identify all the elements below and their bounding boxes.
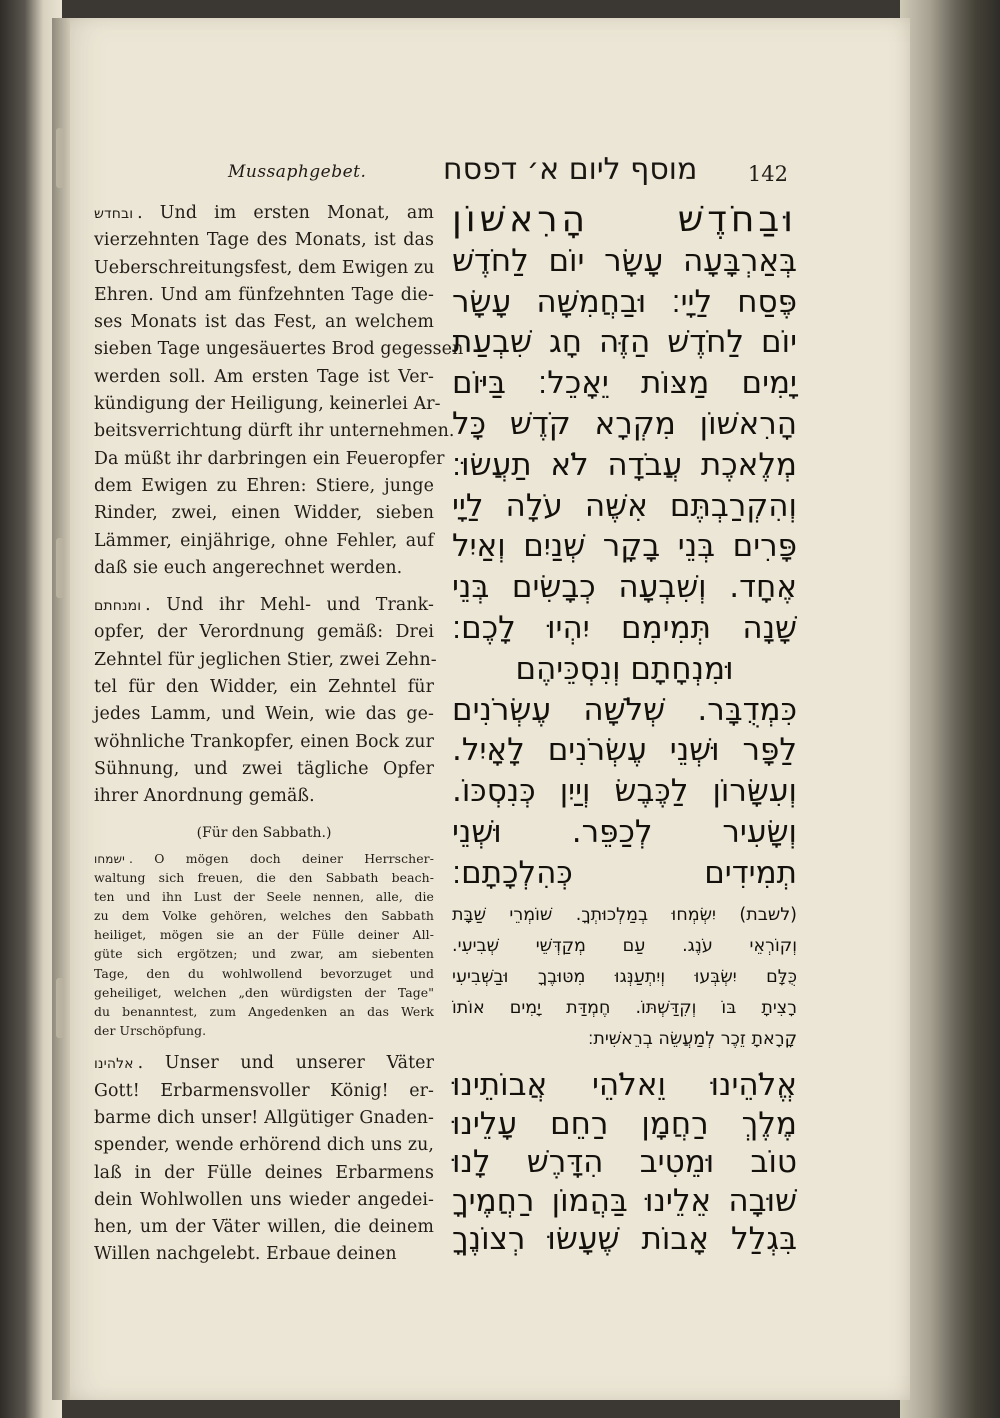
text-line-content: daß sie euch angerechnet werden.	[94, 557, 403, 578]
hebrew-catchword: ומנחתם	[94, 598, 142, 615]
text-line	[94, 1214, 434, 1241]
text-line-content: Da müßt ihr darbringen ein Feueropfer	[94, 448, 445, 469]
text-line	[94, 868, 434, 887]
text-line	[94, 309, 434, 336]
german-column	[94, 200, 464, 1279]
text-line	[94, 446, 445, 473]
text-line-content: . Und ihr Mehl- und Trank-	[145, 595, 434, 616]
text-line	[94, 200, 434, 227]
hebrew-block-sabbath	[452, 900, 797, 1055]
text-line-content: kündigung der Heiligung, keinerlei Ar-	[94, 394, 441, 415]
hebrew-line: אֶחָד. וְשִׁבְעָה כְבָשִׂים בְּנֵי	[452, 569, 797, 606]
text-line	[94, 418, 455, 445]
text-line	[94, 1160, 434, 1187]
text-line-content: dein Wohlwollen uns wieder angedei-	[94, 1189, 434, 1210]
text-line	[94, 227, 434, 254]
text-line	[94, 674, 434, 701]
text-line	[94, 964, 434, 983]
text-line	[94, 255, 434, 282]
text-line-content: beitsverrichtung dürft ihr unternehmen.	[94, 421, 455, 442]
text-line	[94, 849, 434, 868]
text-line-content: . Unser und unserer Väter	[137, 1053, 434, 1074]
german-paragraph-small	[94, 849, 434, 1041]
text-line-content: sieben Tage ungesäuertes Brod gegessen	[94, 339, 464, 360]
hebrew-line: (לשבת) יִשְׂמְחוּ בְמַלְכוּתְךָ. שׁוֹמְרֵי שַׁבָּת	[452, 905, 797, 925]
hebrew-line: פָּרִים בְּנֵי בָקָר שְׁנַיִם וְאַיִל	[452, 528, 797, 565]
text-line	[94, 1105, 434, 1132]
hebrew-catchword: ובחדש	[94, 206, 134, 222]
text-line-content: Gott! Erbarmensvoller König! er-	[94, 1080, 434, 1101]
hebrew-line: אֱלֹהֵינוּ וֵאלֹהֵי אֲבוֹתֵינוּ	[452, 1067, 797, 1103]
text-line	[94, 1187, 434, 1214]
text-line-content: Ueberschreitungsfest, dem Ewigen zu	[94, 257, 435, 278]
text-line	[94, 619, 434, 646]
text-line	[94, 783, 434, 810]
text-line	[94, 647, 437, 674]
text-line	[94, 887, 434, 906]
page-number: 142	[747, 162, 788, 186]
text-line	[94, 473, 434, 500]
text-line-content: Sühnung, und zwei tägliche Opfer	[94, 758, 434, 779]
hebrew-block-elohenu	[452, 1066, 797, 1259]
text-line	[94, 983, 434, 1002]
text-line	[94, 500, 434, 527]
hebrew-line: יוֹם לַחֹדֶשׁ הַזֶּה חָג שִׁבְעַת	[452, 324, 797, 361]
text-line-content: güte sich ergötzen; und zwar, am siebenten	[94, 946, 434, 962]
text-line-content: ihrer Anordnung gemäß.	[94, 786, 315, 807]
hebrew-line: טוֹב וּמֵטִיב הִדָּרֶשׁ לָנוּ	[452, 1144, 797, 1180]
text-line-content: ses Monats ist das Fest, an welchem	[94, 312, 434, 333]
text-line	[94, 528, 434, 555]
german-paragraph	[94, 200, 464, 582]
hebrew-line: כֻּלָּם יִשְׂבְּעוּ וְיִתְעַנְּגוּ מִטּוּבֶךָ וּבַשְּׁבִיעִי	[452, 967, 797, 987]
binding-stitch	[56, 978, 64, 1038]
text-line	[94, 391, 441, 418]
text-line-content: barme dich unser! Allgütiger Gnaden-	[94, 1108, 434, 1128]
hebrew-line: בִּגְלַל אָבוֹת שֶׁעָשׂוּ רְצוֹנֶךָ	[452, 1221, 797, 1257]
text-line	[94, 906, 434, 925]
binding-stitch	[56, 538, 64, 598]
hebrew-line: כִּמְדֻבָּר. שְׁלֹשָׁה עֶשְׂרֹנִים	[452, 691, 797, 728]
hebrew-line: לַפָּר וּשְׁנֵי עֶשְׂרֹנִים לָאָיִל.	[452, 732, 797, 769]
text-line-content: Zehntel für jeglichen Stier, zwei Zehn-	[94, 649, 437, 670]
text-line-content: Tage, den du wohlwollend bevorzuget und	[94, 965, 434, 981]
text-line-content: tel für den Widder, ein Zehntel für	[94, 677, 434, 698]
text-line-content: . Und im ersten Monat, am	[137, 203, 434, 223]
text-line-content: du benanntest, zum Angedenken an das Werk	[94, 1004, 434, 1020]
text-line	[94, 1132, 434, 1159]
text-line	[94, 1021, 434, 1040]
text-line	[94, 756, 434, 783]
text-line-content: geheiliget, welchen „den würdigsten der Tage"	[94, 984, 434, 1000]
text-line-content: waltung sich freuen, die den Sabbath beach-	[94, 869, 434, 885]
text-line	[94, 1050, 434, 1077]
hebrew-line: תְמִידִים כְּהִלְכָתָם׃	[452, 854, 797, 891]
hebrew-line: שׁוּבָה אֵלֵינוּ בַּהֲמוֹן רַחֲמֶיךָ	[452, 1182, 797, 1219]
text-line	[94, 925, 434, 944]
text-line-content: opfer, der Verordnung gemäß: Drei	[94, 622, 434, 643]
text-line	[94, 1078, 434, 1105]
hebrew-block-main	[452, 200, 797, 894]
text-line-content: hen, um der Väter willen, die deinem	[94, 1217, 434, 1238]
running-head-hebrew: מוסף ליום א׳ דפסח	[443, 152, 698, 187]
text-line-content: . O mögen doch deiner Herrscher-	[128, 850, 434, 866]
text-line	[94, 282, 434, 309]
text-line-content: Lämmer, einjährige, ohne Fehler, auf	[94, 530, 434, 551]
hebrew-line: וּמִנְחָתָם וְנִסְכֵּיהֶם	[515, 650, 734, 687]
text-line-content: dem Ewigen zu Ehren: Stiere, junge	[94, 475, 434, 496]
hebrew-line: פֶּסַח לַיָי׃ וּבַחֲמִשָּׁה עָשָׂר	[452, 283, 797, 320]
hebrew-line: וְקוֹרְאֵי עֹנֶג. עַם מְקַדְּשֵׁי שְׁבִיעִי.	[452, 936, 797, 956]
hebrew-line: מֶלֶךְ רַחֲמָן רַחֵם עָלֵינוּ	[452, 1105, 797, 1142]
hebrew-line: וּבַחֹדֶשׁ הָרִאשׁוֹן	[452, 199, 797, 240]
text-line-content: Willen nachgelebt. Erbaue deinen	[94, 1244, 397, 1265]
hebrew-line: וְהִקְרַבְתֶּם אִשֶּׁה עֹלָה לַיָי	[452, 487, 797, 524]
hebrew-line: רָצִיתָ בּוֹ וְקִדַּשְׁתּוֹ. חֶמְדַּת יָמִים אוֹתוֹ	[452, 998, 797, 1018]
text-line-content: Ehren. Und am fünfzehnten Tage die-	[94, 284, 434, 305]
hebrew-line: בְּאַרְבָּעָה עָשָׂר יוֹם לַחֹדֶשׁ	[452, 242, 797, 279]
german-paragraph	[94, 1050, 434, 1268]
text-line	[94, 701, 434, 728]
hebrew-line: וְשָׂעִיר לְכַפֵּר. וּשְׁנֵי	[452, 813, 797, 850]
hebrew-catchword: ישמחו	[94, 851, 125, 866]
hebrew-column	[452, 199, 797, 1257]
hebrew-line: הָרִאשׁוֹן מִקְרָא קֹדֶשׁ כָּל	[452, 405, 797, 442]
text-line	[94, 592, 434, 619]
hebrew-line: מְלֶאכֶת עֲבֹדָה לֹא תַעֲשׂוּ׃	[452, 446, 797, 483]
sabbath-heading: (Für den Sabbath.)	[196, 824, 332, 841]
hebrew-line: קָרָאתָ זֵכֶר לְמַעֲשֵׂה בְרֵאשִׁית׃	[588, 1029, 797, 1049]
hebrew-line: יָמִים מַצּוֹת יֵאָכֵל׃ בַּיּוֹם	[452, 365, 797, 402]
book-cover-right	[900, 0, 1000, 1418]
page-gutter	[52, 18, 70, 1400]
text-line-content: der Urschöpfung.	[94, 1023, 207, 1039]
text-line	[94, 1241, 434, 1268]
text-line-content: werden soll. Am ersten Tage ist Ver-	[94, 366, 434, 387]
text-line-content: laß in der Fülle deines Erbarmens	[94, 1162, 434, 1183]
text-line-content: wöhnliche Trankopfer, einen Bock zur	[94, 731, 434, 752]
text-line	[94, 944, 434, 963]
text-line-content: jedes Lamm, und Wein, wie das ge-	[94, 704, 434, 725]
text-line-content: spender, wende erhörend dich uns zu,	[94, 1135, 435, 1156]
text-line	[94, 1002, 434, 1021]
running-head-german: Mussaphgebet.	[228, 162, 367, 182]
text-line	[94, 336, 464, 363]
running-head	[228, 152, 788, 198]
binding-stitch	[56, 128, 64, 188]
hebrew-line: וְעִשָּׂרוֹן לַכֶּבֶשׂ וְיַיִן כְּנִסְכּוֹ.	[452, 773, 797, 810]
text-line	[94, 364, 434, 391]
text-line-content: Rinder, zwei, einen Widder, sieben	[94, 503, 434, 524]
hebrew-line: שָׁנָה תְּמִימִם יִהְיוּ לָכֶם׃	[452, 609, 797, 646]
text-line	[94, 729, 434, 756]
text-line-content: heiliget, mögen sie an der Fülle deiner All-	[94, 927, 434, 943]
hebrew-catchword: אלהינו	[94, 1056, 134, 1073]
german-paragraph	[94, 592, 437, 810]
text-line-content: vierzehnten Tage des Monats, ist das	[94, 230, 434, 251]
text-line	[94, 555, 434, 582]
text-line-content: ten und ihn Lust der Seele nennen, alle, die	[94, 888, 434, 904]
text-line-content: zu dem Volke gehören, welches den Sabbath	[94, 908, 434, 924]
